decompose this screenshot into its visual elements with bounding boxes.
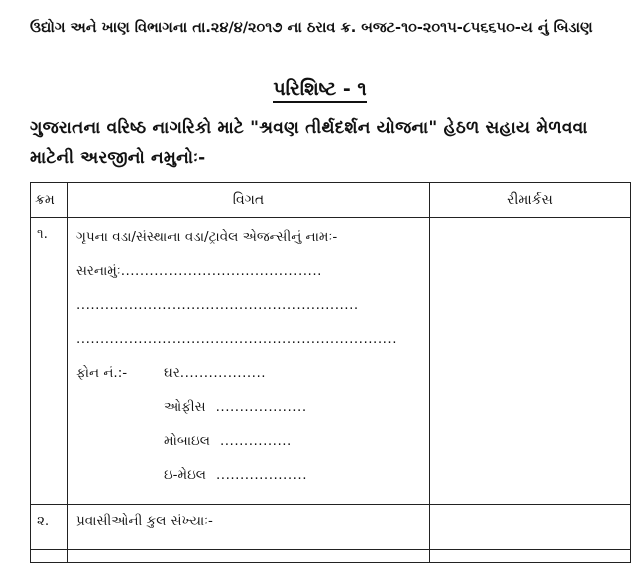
order-reference: ઉદ્યોગ અને ખાણ વિભાગના તા.૨૪/૪/૨૦૧૭ ના ઠરાવ ક્ર. બજટ-૧૦-૨૦૧૫-૮૫૬૬૫૦-ય નું બિડાણ	[30, 20, 593, 36]
phone-label: ફોન નં.:-	[76, 365, 128, 381]
phone-office-blank[interactable]: ...................	[215, 399, 307, 415]
address-blank-2[interactable]: ...........................................................	[76, 297, 359, 313]
row2-number: ૨.	[31, 505, 68, 550]
form-heading: ગુજરાતના વરિષ્ઠ નાગરિકો માટે "શ્રવણ તીર્થદર્શન યોજના" હેઠળ સહાય મેળવવા માટેની અરજીનો નમુનોઃ-	[30, 118, 588, 168]
header-number: ક્રમ	[31, 183, 68, 218]
row2-remarks[interactable]	[430, 505, 631, 550]
table-row	[31, 550, 631, 563]
header-detail: વિગત	[68, 183, 430, 218]
row3-remarks-cell	[430, 550, 631, 563]
appendix-title-text: પરિશિષ્ટ - ૧	[273, 78, 366, 103]
table-row	[31, 218, 631, 505]
row1-detail	[68, 218, 430, 505]
row1-remarks[interactable]	[430, 218, 631, 505]
email-line[interactable]	[76, 464, 429, 498]
email-label: ઇ-મેઇલ	[164, 467, 206, 483]
address-blank-1[interactable]: ..........................................	[120, 263, 322, 279]
phone-mobile-blank[interactable]: ...............	[219, 433, 292, 449]
address-line-1[interactable]	[76, 260, 429, 294]
phone-mobile-label: મોબાઇલ	[164, 433, 210, 449]
table-row	[31, 505, 631, 550]
application-form-table	[30, 182, 631, 563]
address-label: સરનામુંઃ	[76, 263, 121, 279]
phone-office-label: ઓફીસ	[164, 399, 206, 415]
applicant-name-label: ગૃપના વડા/સંસ્થાના વડા/ટ્રાવેલ એજન્સીનું નામઃ-	[76, 229, 338, 245]
phone-home-line[interactable]	[76, 362, 429, 396]
phone-home-blank[interactable]: ..................	[179, 365, 267, 381]
total-travelers-label: પ્રવાસીઓની કુલ સંખ્યાઃ-	[68, 505, 430, 550]
table-header-row	[31, 183, 631, 218]
header-remarks: રીમાર્કસ	[430, 183, 631, 218]
row3-number-cell	[31, 550, 68, 563]
row3-detail-cell	[68, 550, 430, 563]
row1-number: ૧.	[31, 218, 68, 505]
phone-office-line[interactable]	[76, 396, 429, 430]
phone-home-label: ઘર	[164, 365, 180, 381]
email-blank[interactable]: ...................	[215, 467, 308, 483]
appendix-title	[0, 78, 640, 100]
address-blank-3[interactable]: ...................................................................	[76, 331, 398, 347]
phone-mobile-line[interactable]	[76, 430, 429, 464]
